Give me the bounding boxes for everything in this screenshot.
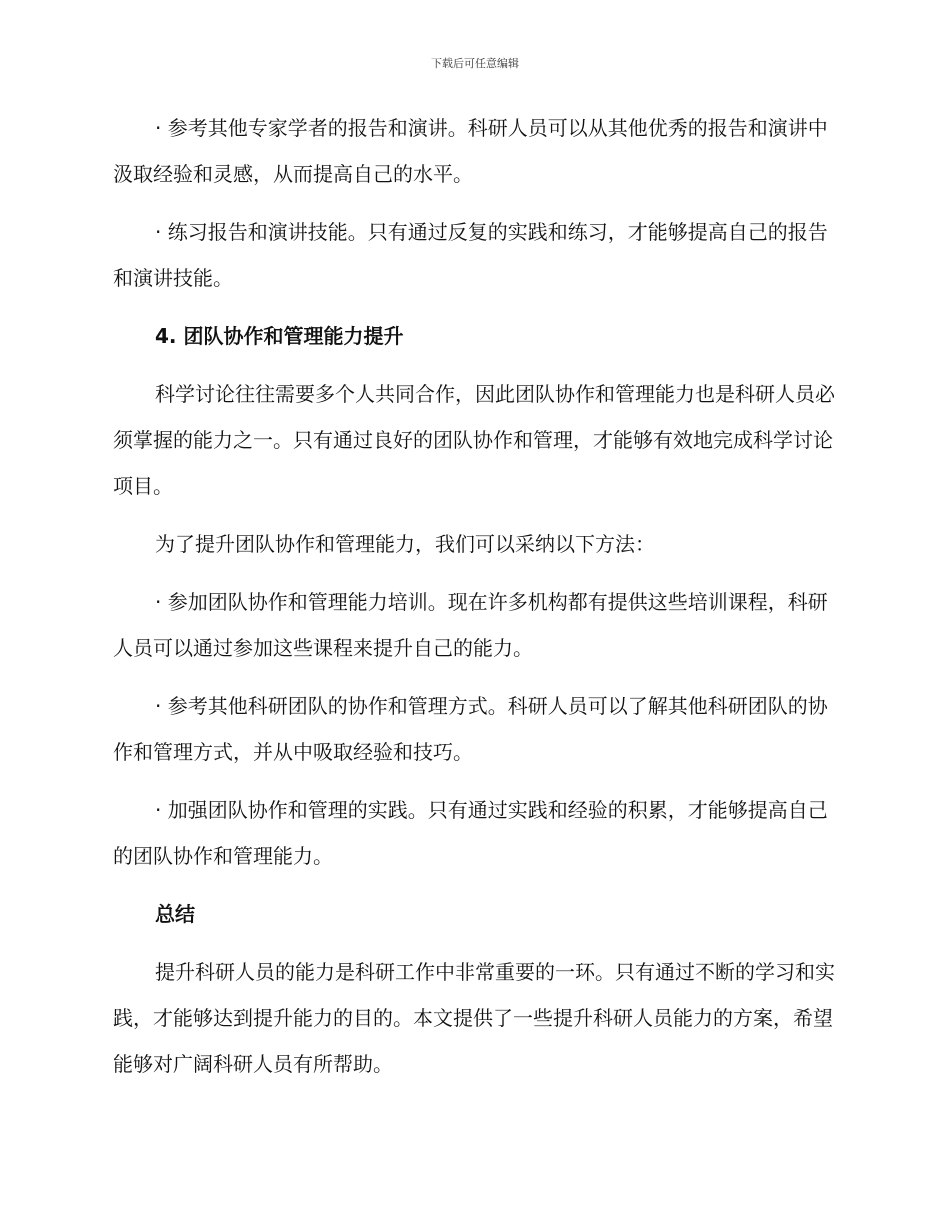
bullet-paragraph: · 参考其他科研团队的协作和管理方式。科研人员可以了解其他科研团队的协作和管理方式，并从中吸取经验和技巧。 <box>113 694 828 764</box>
section-heading: 总结 <box>155 902 195 926</box>
document-body <box>113 105 837 1087</box>
body-paragraph: 科学讨论往往需要多个人共同合作，因此团队协作和管理能力也是科研人员必须掌握的能力之一。只有通过良好的团队协作和管理，才能够有效地完成科学讨论项目。 <box>113 382 835 498</box>
section-heading: 4. 团队协作和管理能力提升 <box>155 324 404 348</box>
bullet-paragraph: · 参加团队协作和管理能力培训。现在许多机构都有提供这些培训课程，科研人员可以通过参加这些课程来提升自己的能力。 <box>113 590 828 660</box>
bullet-paragraph: · 加强团队协作和管理的实践。只有通过实践和经验的积累，才能够提高自己的团队协作和管理能力。 <box>113 798 828 868</box>
body-paragraph: 为了提升团队协作和管理能力，我们可以采纳以下方法： <box>155 532 655 556</box>
bullet-paragraph: · 参考其他专家学者的报告和演讲。科研人员可以从其他优秀的报告和演讲中汲取经验和灵感，从而提高自己的水平。 <box>113 116 828 186</box>
bullet-paragraph: · 练习报告和演讲技能。只有通过反复的实践和练习，才能够提高自己的报告和演讲技能。 <box>113 220 828 290</box>
page-header: 下载后可任意编辑 <box>431 57 519 70</box>
body-paragraph: 提升科研人员的能力是科研工作中非常重要的一环。只有通过不断的学习和实践，才能够达到提升能力的目的。本文提供了一些提升科研人员能力的方案，希望能够对广阔科研人员有所帮助。 <box>113 960 835 1076</box>
